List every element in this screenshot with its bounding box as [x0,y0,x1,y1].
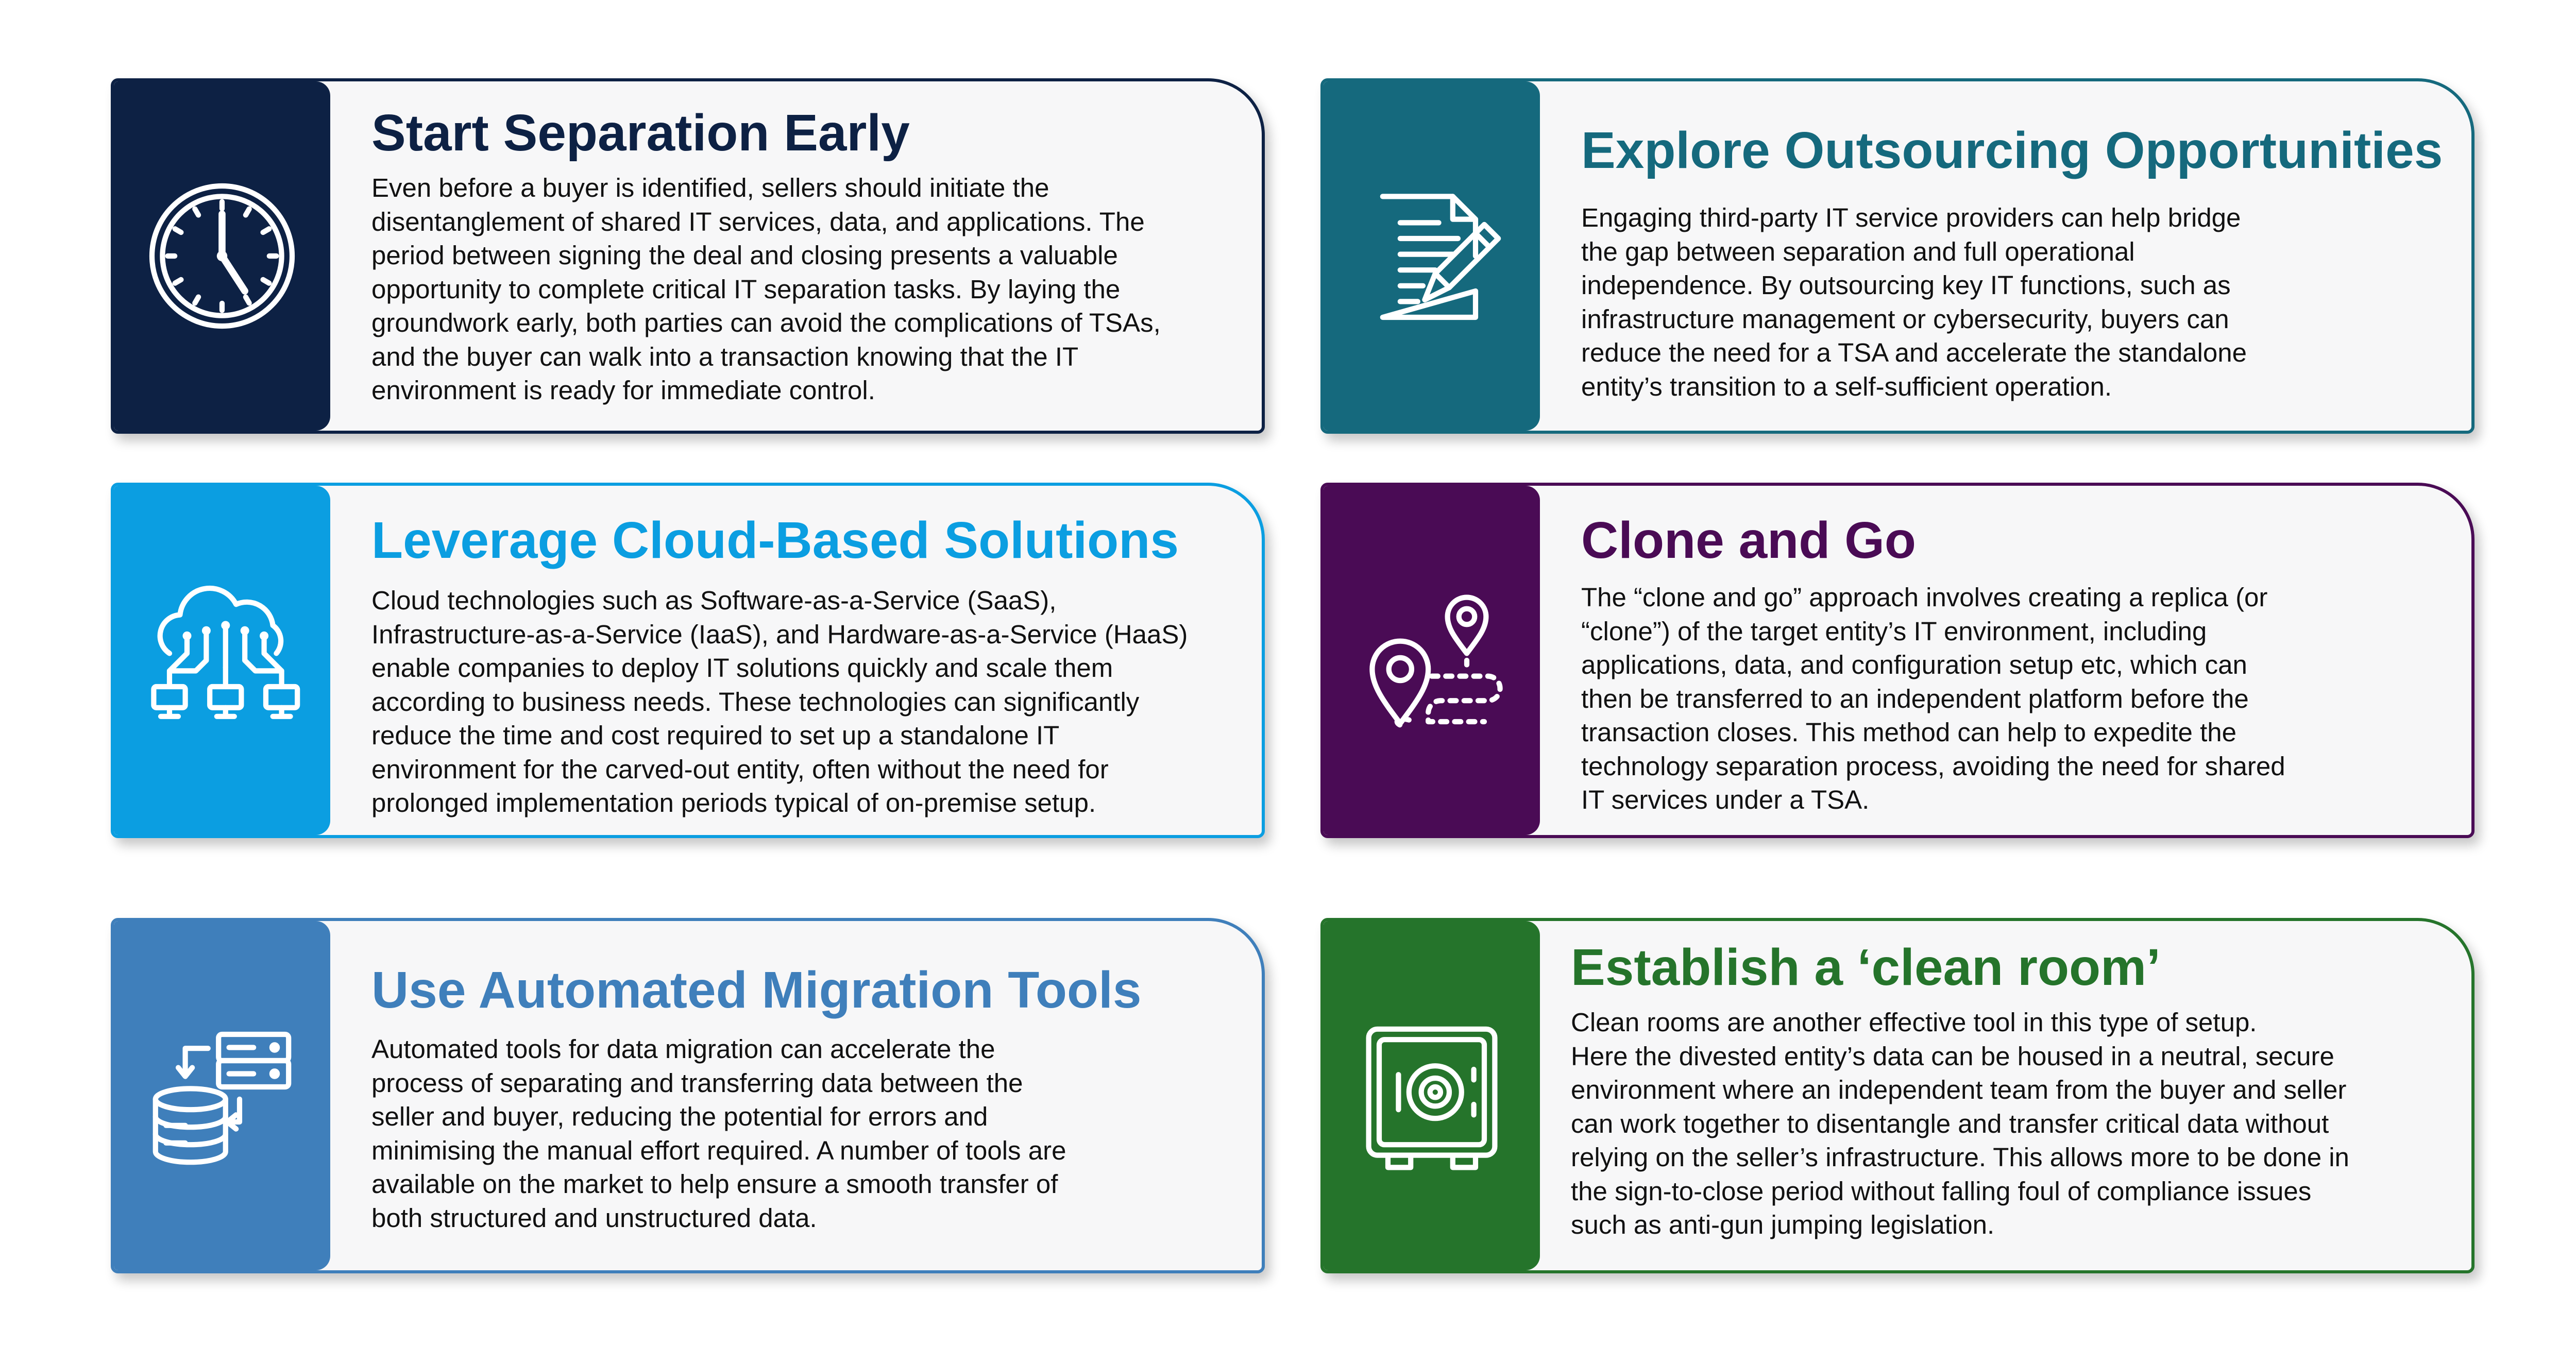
body-line: then be transferred to an independent platform before the [1581,684,2249,713]
card-text [371,513,1231,820]
card-start-separation-early [111,78,1265,434]
body-line: Clean rooms are another effective tool in this type of setup. [1571,1008,2257,1037]
card-title: Use Automated Migration Tools [371,961,1142,1019]
body-line: infrastructure management or cybersecurity, buyers can [1581,304,2229,334]
card-body [371,1032,1231,1235]
body-line: “clone”) of the target entity’s IT environment, including [1581,616,2207,646]
icon-panel [1324,486,1540,835]
card-body [1571,1006,2441,1242]
card-automated-migration [111,918,1265,1273]
database-transfer-icon [134,1008,310,1183]
body-line: can work together to disentangle and transfer critical data without [1571,1109,2329,1138]
card-text [371,962,1231,1255]
icon-panel [1324,921,1540,1270]
location-route-icon [1344,573,1519,748]
icon-panel [114,81,330,431]
body-line: relying on the seller’s infrastructure. This allows more to be done in [1571,1143,2349,1172]
body-line: environment for the carved-out entity, often without the need for [371,754,1109,784]
card-clean-room [1320,918,2475,1273]
body-line: available on the market to help ensure a smooth transfer of [371,1169,1058,1199]
body-line: Here the divested entity’s data can be housed in a neutral, secure [1571,1041,2334,1071]
body-line: Automated tools for data migration can accelerate the [371,1034,995,1064]
document-pen-icon [1344,168,1519,344]
body-line: seller and buyer, reducing the potential for errors and [371,1102,988,1132]
icon-panel [114,921,330,1270]
body-line: reduce the need for a TSA and accelerate the standalone [1581,338,2247,368]
body-line: minimising the manual effort required. A number of tools are [371,1135,1066,1165]
safe-icon [1344,1008,1519,1183]
card-body [371,171,1231,407]
body-line: transaction closes. This method can help to expedite the [1581,718,2236,747]
body-line: technology separation process, avoiding the need for shared [1581,751,2285,781]
card-title: Start Separation Early [371,104,910,162]
card-title: Leverage Cloud-Based Solutions [371,512,1179,569]
body-line: groundwork early, both parties can avoid the complications of TSAs, [371,308,1161,338]
card-leverage-cloud [111,483,1265,838]
body-line: and the buyer can walk into a transaction knowing that the IT [371,342,1079,371]
body-line: applications, data, and configuration setup etc, which can [1581,650,2247,680]
body-line: IT services under a TSA. [1581,785,1870,815]
card-text [371,105,1231,415]
body-line: Cloud technologies such as Software-as-a-Service (SaaS), [371,586,1057,615]
card-text [1581,123,2441,415]
body-line: process of separating and transferring data between the [371,1068,1023,1098]
body-line: independence. By outsourcing key IT functions, such as [1581,270,2231,300]
card-explore-outsourcing [1320,78,2475,434]
body-line: period between signing the deal and closing presents a valuable [371,241,1118,270]
body-line: enable companies to deploy IT solutions quickly and scale them [371,653,1113,683]
card-body [1581,201,2441,403]
body-line: entity’s transition to a self-sufficient operation. [1581,371,2112,401]
body-line: environment where an independent team from the buyer and seller [1571,1075,2347,1105]
icon-panel [114,486,330,835]
body-line: the gap between separation and full operational [1581,236,2135,266]
card-body [1581,581,2441,817]
body-line: such as anti-gun jumping legislation. [1571,1210,1995,1240]
body-line: according to business needs. These technologies can significantly [371,687,1140,717]
body-line: opportunity to complete critical IT separation tasks. By laying the [371,274,1121,304]
card-title: Explore Outsourcing Opportunities [1581,122,2443,179]
card-body [371,584,1231,820]
body-line: environment is ready for immediate control. [371,376,875,405]
body-line: prolonged implementation periods typical of on-premise setup. [371,788,1096,818]
body-line: Engaging third-party IT service providers can help bridge [1581,203,2241,232]
icon-panel [1324,81,1540,431]
card-clone-and-go [1320,483,2475,838]
body-line: the sign-to-close period without falling foul of compliance issues [1571,1176,2312,1206]
card-text [1581,513,2441,820]
body-line: The “clone and go” approach involves creating a replica (or [1581,583,2268,612]
body-line: both structured and unstructured data. [371,1203,817,1233]
body-line: reduce the time and cost required to set up a standalone IT [371,721,1060,751]
clock-icon [134,168,310,344]
body-line: Even before a buyer is identified, sellers should initiate the [371,173,1049,202]
card-text [1571,940,2441,1255]
card-title: Establish a ‘clean room’ [1571,939,2161,996]
body-line: disentanglement of shared IT services, data, and applications. The [371,207,1145,236]
body-line: Infrastructure-as-a-Service (IaaS), and Hardware-as-a-Service (HaaS) [371,619,1188,649]
cloud-network-icon [134,573,310,748]
card-title: Clone and Go [1581,512,1916,569]
